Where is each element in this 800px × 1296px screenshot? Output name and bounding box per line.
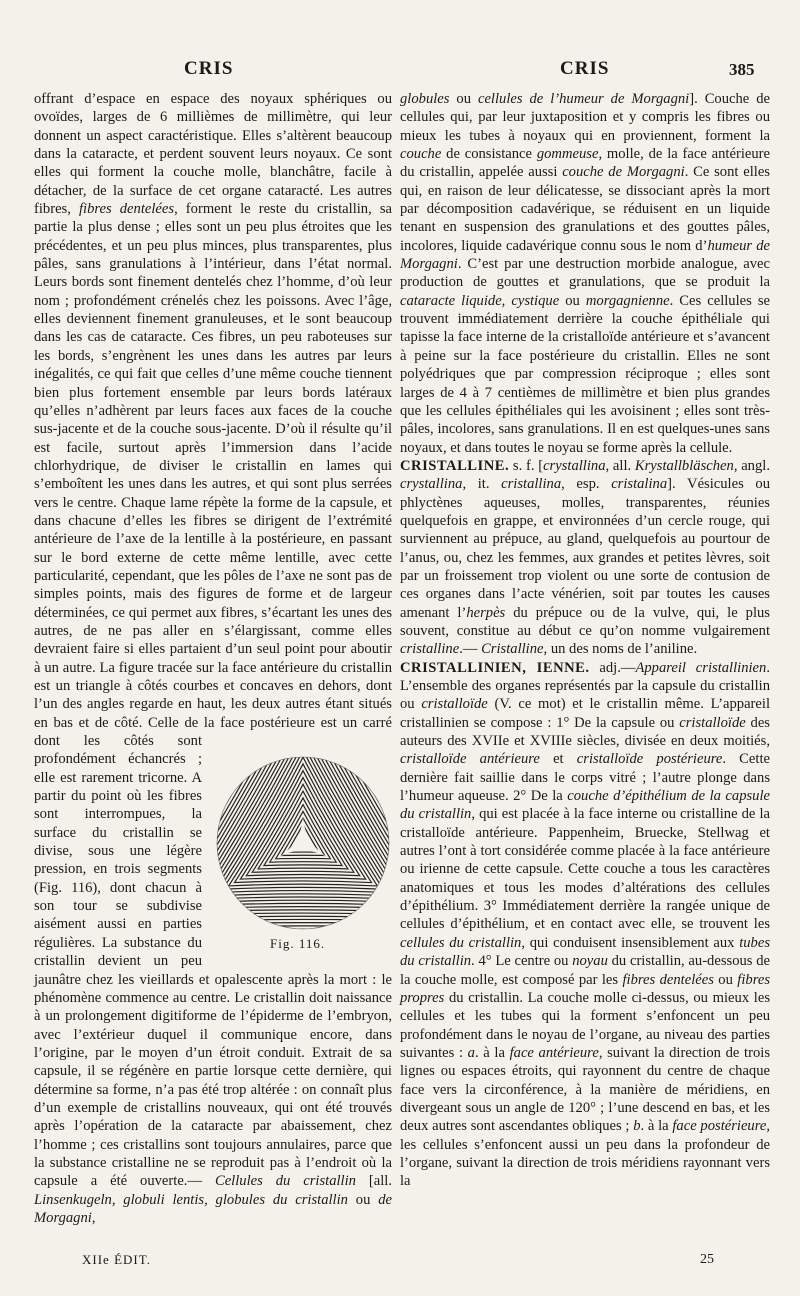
text-run: , esp. (561, 476, 612, 493)
italic-term: Appareil cristallinien (635, 659, 767, 676)
italic-term: gommeuse (536, 146, 599, 163)
text-run: ou (347, 1191, 379, 1208)
header-left-title: CRIS (184, 58, 234, 79)
text-run: , un des noms de l’aniline. (543, 641, 698, 658)
text-run: de consistance (441, 146, 537, 163)
text-run: ]. Couche de cellules qui, par leur juxtaposition et y compris les fibres ou mieux les tubes à noyaux qui en proviennent, forment la (400, 91, 770, 144)
italic-term: cristalloïde postérieure (576, 751, 723, 768)
italic-term: cristalloïde antérieure (400, 751, 540, 768)
italic-term: b (633, 1118, 641, 1135)
fibre-line (212, 903, 394, 906)
italic-term: cristalline (400, 641, 460, 658)
fibre-line (212, 897, 394, 900)
italic-term: crystallina (543, 457, 606, 474)
italic-term: couche de Morgagni (562, 164, 685, 181)
entry-cristallinien (400, 659, 770, 1191)
text-run: . Cette dernière fait saillie dans le corps vitré ; l’autre plonge dans l’humeur aqueuse. 2° De la (400, 751, 770, 805)
italic-term: Cellules du cristallin (214, 1173, 356, 1190)
italic-term: face postérieure (672, 1118, 767, 1135)
fibre-line (212, 919, 394, 921)
fibre-line (212, 910, 394, 912)
text-run: (V. ce mot) et le cristallin même. L’appareil cristallinien se compose : 1° De la capsule ou (400, 696, 771, 731)
italic-term: fibres dentelées (622, 971, 714, 988)
italic-term: crystallina (400, 476, 463, 493)
left-column (34, 90, 392, 1227)
text-run: , les cellules s’enfoncent aussi un peu dans la profondeur de l’organe, suivant la direction de trois méridiens rayonnant vers la (400, 1118, 771, 1190)
text-run: adj.— (589, 659, 636, 676)
left-paragraph (34, 90, 392, 1227)
right-paragraph-continuation (400, 90, 770, 457)
text-run: , angl. (733, 457, 770, 474)
header-right-title: CRIS (560, 58, 610, 79)
fibre-line (212, 923, 394, 924)
text-run: [all. (355, 1173, 392, 1190)
italic-term: cataracte liquide, cystique (400, 292, 560, 309)
entry-headword: CRISTALLINE. (400, 457, 510, 474)
text-run: . à la (474, 1044, 510, 1061)
text-run: . Ces cellules se trouvent immédiatement derrière la couche épithéliale qui tapisse la face interne de la cristalloïde antérieure et s’avancent à peine sur la face postérieure du cristallin. Elles ne sont polyédriques que par compression réciproque ; elles sont larges de 4 à 7 centièmes de millimètre et bien plus grandes que les cellules épithéliales qui les avoisinent ; elles sont très-pâles, incolores, sans granulations. Il en est quelques-unes sans noyaux, et dans toutes le noyau se forme après la cellule. (400, 292, 771, 456)
figure-116 (212, 752, 394, 962)
italic-term: humeur de Morgagni (400, 237, 770, 273)
text-run: et (539, 751, 577, 768)
italic-term: globules (400, 91, 450, 107)
text-run: . L’ensemble des organes représentés par la capsule du cristallin ou (400, 659, 770, 713)
text-run: , it. (462, 476, 502, 493)
text-run: du cristallin. La couche molle ci-dessus, ou mieux les cellules et les tubes qui la forment s’enfoncent un peu profondément dans le noyau de l’organe, au niveau des parties suivantes : (400, 989, 770, 1061)
text-run: ou (449, 91, 478, 107)
italic-term: cellules de l’humeur de Morgagni (477, 91, 690, 107)
text-run: , qui conduisent insensiblement aux (521, 934, 740, 951)
text-run: , molle, de la face antérieure du cristallin, appelée aussi (400, 146, 770, 181)
italic-term: cristalloïde (679, 714, 746, 731)
italic-term: morgagnienne (585, 292, 670, 309)
italic-term: fibres dentelées (78, 201, 175, 218)
figure-caption: Fig. 116. (270, 936, 326, 951)
fibre-line (212, 916, 394, 918)
right-column (400, 90, 770, 1191)
fibre-line (212, 932, 394, 933)
text-run: du prépuce ou de la vulve, qui, le plus souvent, constitue au début ce qu’on nomme vulgairement (400, 604, 770, 639)
italic-term: de Morgagni (34, 1191, 392, 1226)
running-header (0, 58, 800, 88)
fibre-line (212, 926, 394, 927)
text-run: , all. (605, 457, 635, 474)
text-run: . 4° Le centre ou (471, 953, 573, 970)
italic-term: fibres propres (400, 971, 770, 1006)
page-number: 385 (729, 60, 755, 79)
text-run: des auteurs des XVIIe et XVIIIe siècles, divisée en deux moitiés, (400, 714, 770, 750)
text-run: . Ce sont elles qui, en raison de leur délicatesse, se dissociant après la mort par décomposition cadavérique, se réduisent en un liquide tenant en suspension des granulations et des gouttes pâles, incolores, liquide cadavérique connu sous le nom d’ (400, 164, 770, 254)
central-tricorne (277, 813, 329, 858)
text-run: ou (559, 292, 586, 309)
text-run: ou (713, 971, 738, 988)
italic-term: tubes du cristallin (400, 934, 771, 970)
text-run: ]. Vésicules ou phlyctènes aqueuses, molles, transparentes, réunies quelquefois en grappe, et environnées d’un cercle rouge, qui surviennent au prépuce, au gland, quelquefois au pourtour de l’anus, ou, chez les femmes, aux grandes et petites lèvres, soit par un froissement trop violent ou une sorte de contusion de ces organes dans l’acte vénérien, soit par toutes les causes amenant l’ (400, 476, 771, 621)
entry-cristalline (400, 457, 770, 659)
text-run: offrant d’espace en espace des noyaux sphériques ou ovoïdes, larges de 6 millièmes de millimètre, qui leur donnent un aspect caractéristique. Elles s’altèrent beaucoup dans la cataracte, et perdent souvent leurs noyaux. Ce sont elles qui forment la couche molle, blanchâtre, facile à détacher, de la surface de cet organe cataracté. Les autres fibres, (34, 91, 392, 218)
text-run: , forment le reste du cristallin, sa partie la plus dense ; elles sont un peu plus étroites que les précédentes, et un peu plus minces, plus transparentes, plus pâles, sans granulations à l’intérieur, dans l’état normal. Leurs bords sont finement dentelés chez l’homme, d’où leur nom ; profondément crénelés chez les poissons. Avec l’âge, elles deviennent finement granuleuses, et le sont beaucoup dans les cas de cataracte. Ces fibres, un peu raboteuses sur les bords, s’engrènent les unes dans les autres par leurs inégalités, ce qui fait que celles d’une même couche tiennent bien plus fortement ensemble par leurs bords latéraux qu’elles n’adhèrent par leurs faces aux faces de la couche sus-jacente et de la couche sous-jacente. D’où il résulte qu’il est facile, surtout après l’immersion dans l’acide chlorhydrique, de diviser le cristallin en lames qui s’emboîtent les unes dans les autres, et qui sont plus serrées vers le centre. Chaque lame répète la forme de la capsule, et dans chacune d’elles les fibres se dirigent de l’extrémité antérieure de l’axe de la lentille à la postérieure, en passant sur le bord externe de cette même lentille, avec cette particularité, cependant, que les pôles de l’axe ne sont pas de simples points, mais des figures de forme et de largeur déterminées, ce qui permet aux fibres, s’écartant les unes des autres, de ne pas aller en s’élargissant, comme elles devraient faire si elles partaient d’un seul point pour aboutir à un autre. La figure tracée sur la face antérieure du cristallin est un triangle à côtés courbes et concaves en dehors, dont l’un des angles regarde en haut, les deux autres étant situés en bas et de côté. Celle de la face postérieure est un carré dont les côtés sont profondément échancrés ; elle est rarement tricorne. A partir du point où les fibres sont interrompues, la surface du cristallin se divise, sous une légère pression, en trois segments (Fig. 116), dont chacun à son tour se subdivise aisément aussi en parties régulières. La substance du cristallin devient un peu jaunâtre chez les vieillards et opalescente après la mort : le phénomène commence au centre. Le cristallin doit naissance à un prolongement digitiforme de l’épiderme de l’embryon, avec l’extérieur duquel il communique encore, dans l’origine, par le moyen d’un étroit conduit. Extrait de sa capsule, il se régénère en partie lorsque cette dernière, qui détermine sa forme, n’a pas été trop altérée : on connaît plus d’un exemple de cristallins nouveaux, qui ont été trouvés après l’opération de la cataracte par abaissement, chez l’homme ; ces cristallins sont toujours annulaires, parce que la substance cristalline ne se reproduit pas à l’endroit où la capsule a été ouverte.— (34, 201, 392, 1190)
italic-term: herpès (466, 604, 506, 621)
text-run: .— (459, 641, 482, 658)
text-run: , (91, 1209, 96, 1226)
italic-term: noyau (572, 953, 608, 970)
italic-term: Krystallbläschen (634, 457, 734, 474)
signature-number: 25 (700, 1252, 714, 1267)
text-run: . à la (640, 1118, 673, 1135)
italic-term: cristalina (611, 476, 668, 493)
italic-term: Linsenkugeln, globuli lentis, globules du cristallin (34, 1191, 348, 1208)
italic-term: cristallina (501, 476, 562, 493)
italic-term: cellules du cristallin (400, 934, 522, 951)
text-run: , qui est placée à la face interne ou cristalline de la cristalloïde antérieure. Pappenheim, Bruecke, Stellwag et autres l’ont à tort considérée comme placée à la face antérieure ou irienne de cette capsule. Cette couche a tous les caractères anatomiques et tous les modes d’altérations des cellules d’épithélium. 3° Immédiatement derrière la rangée unique de cellules d’épithélium, et en contact avec elle, se trouvent les (400, 806, 770, 933)
page-footer (0, 1252, 800, 1276)
text-run: du cristallin, au-dessous de la couche molle, est composé par les (400, 953, 770, 988)
entry-headword: CRISTALLINIEN, IENNE. (400, 659, 590, 676)
italic-term: cristalloïde (421, 696, 488, 713)
fibre-line (212, 907, 394, 909)
text-run: . C’est par une destruction morbide analogue, avec production de gouttes et granulations, que se produit la (400, 256, 770, 291)
edition-mark: XIIe ÉDIT. (82, 1252, 151, 1267)
text-run: , suivant la direction de trois lignes ou espaces étroits, qui rayonnent du centre de chaque face vers la circonférence, à la manière de méridiens, en divergeant sous un angle de 120° ; l’une descend en bas, et les deux autres sont ascendantes obliques ; (400, 1044, 770, 1135)
italic-term: couche d’épithélium de la capsule du cristallin (400, 788, 770, 823)
text-run: s. f. [ (509, 457, 544, 474)
italic-term: a (467, 1044, 475, 1061)
italic-term: couche (400, 146, 442, 163)
lens-fibre-diagram (212, 752, 394, 934)
fibre-line (212, 913, 394, 915)
italic-term: face antérieure (509, 1044, 599, 1061)
italic-term: Cristalline (481, 641, 544, 658)
